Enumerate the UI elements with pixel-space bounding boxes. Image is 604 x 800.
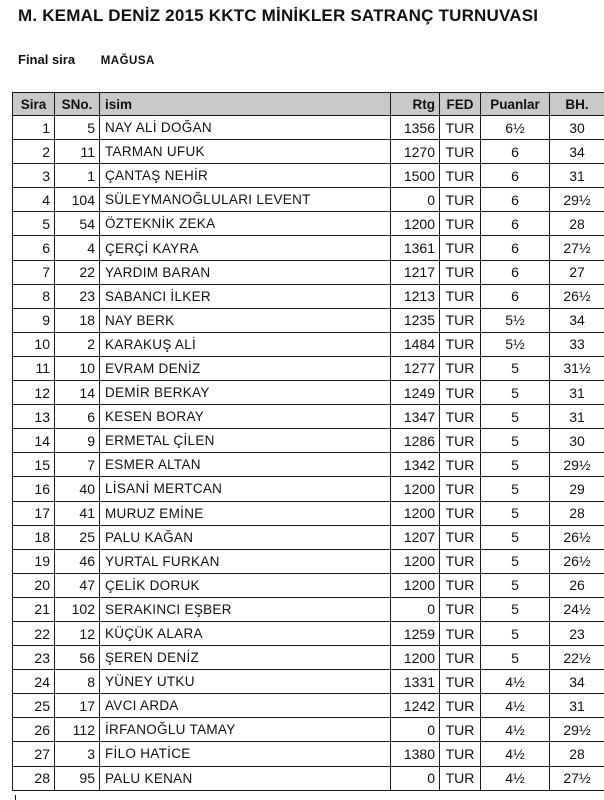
cell-federation: TUR — [440, 718, 481, 742]
cell-sira: 4 — [13, 188, 55, 212]
cell-sira: 13 — [13, 405, 55, 429]
column-header-sira[interactable]: Sira — [13, 93, 55, 116]
table-row — [13, 188, 604, 212]
cell-rating: 1286 — [391, 429, 440, 453]
cell-federation: TUR — [440, 308, 481, 332]
cell-sira: 1 — [13, 116, 55, 140]
column-header-puanlar[interactable]: Puanlar — [481, 93, 550, 116]
cell-sno: 102 — [55, 597, 100, 621]
cell-points: 5 — [481, 621, 550, 645]
cell-buchholz: 30 — [550, 116, 604, 140]
cell-sira: 16 — [13, 477, 55, 501]
cell-federation: TUR — [440, 284, 481, 308]
cell-rating: 1200 — [391, 212, 440, 236]
table-row — [13, 405, 604, 429]
cell-player-name: ERMETAL ÇİLEN — [100, 429, 391, 453]
standings-table — [12, 92, 604, 791]
table-row — [13, 429, 604, 453]
cell-sira: 3 — [13, 164, 55, 188]
table-row — [13, 646, 604, 670]
cell-federation: TUR — [440, 573, 481, 597]
cell-federation: TUR — [440, 670, 481, 694]
cell-buchholz: 34 — [550, 670, 604, 694]
cell-rating: 1277 — [391, 356, 440, 380]
cell-points: 4½ — [481, 742, 550, 766]
cell-sno: 104 — [55, 188, 100, 212]
cell-buchholz: 31½ — [550, 356, 604, 380]
cell-sno: 7 — [55, 453, 100, 477]
cell-sira: 14 — [13, 429, 55, 453]
cell-player-name: LİSANİ MERTCAN — [100, 477, 391, 501]
table-row — [13, 766, 604, 790]
cell-points: 5 — [481, 501, 550, 525]
cell-player-name: TARMAN UFUK — [100, 140, 391, 164]
cell-rating: 1200 — [391, 646, 440, 670]
cell-points: 5 — [481, 405, 550, 429]
cell-sno: 47 — [55, 573, 100, 597]
cell-rating: 1356 — [391, 116, 440, 140]
table-row — [13, 453, 604, 477]
cell-buchholz: 30 — [550, 429, 604, 453]
cell-federation: TUR — [440, 164, 481, 188]
cell-buchholz: 27½ — [550, 766, 604, 790]
table-row — [13, 621, 604, 645]
table-row — [13, 573, 604, 597]
cell-points: 4½ — [481, 670, 550, 694]
cell-buchholz: 34 — [550, 308, 604, 332]
cell-rating: 1242 — [391, 694, 440, 718]
cell-federation: TUR — [440, 694, 481, 718]
cell-player-name: EVRAM DENİZ — [100, 356, 391, 380]
cell-rating: 1249 — [391, 381, 440, 405]
cell-points: 5½ — [481, 332, 550, 356]
cell-buchholz: 29½ — [550, 453, 604, 477]
cell-player-name: KÜÇÜK ALARA — [100, 621, 391, 645]
table-row — [13, 260, 604, 284]
cell-federation: TUR — [440, 116, 481, 140]
cell-sno: 18 — [55, 308, 100, 332]
cell-points: 5 — [481, 573, 550, 597]
cell-buchholz: 29½ — [550, 188, 604, 212]
cell-sira: 9 — [13, 308, 55, 332]
cell-player-name: ŞEREN DENİZ — [100, 646, 391, 670]
cell-buchholz: 31 — [550, 164, 604, 188]
cell-sno: 23 — [55, 284, 100, 308]
cell-sira: 19 — [13, 549, 55, 573]
cell-points: 6 — [481, 164, 550, 188]
cell-player-name: PALU KENAN — [100, 766, 391, 790]
cell-federation: TUR — [440, 646, 481, 670]
subtitle-row — [18, 52, 155, 67]
cell-rating: 1200 — [391, 573, 440, 597]
table-row — [13, 116, 604, 140]
cell-player-name: SABANCI İLKER — [100, 284, 391, 308]
cell-sno: 41 — [55, 501, 100, 525]
cell-buchholz: 23 — [550, 621, 604, 645]
cell-federation: TUR — [440, 140, 481, 164]
cell-points: 4½ — [481, 694, 550, 718]
cell-rating: 1200 — [391, 549, 440, 573]
cell-federation: TUR — [440, 212, 481, 236]
table-row — [13, 332, 604, 356]
cell-sno: 5 — [55, 116, 100, 140]
table-row — [13, 501, 604, 525]
cell-sira: 6 — [13, 236, 55, 260]
cell-buchholz: 26½ — [550, 525, 604, 549]
cell-sno: 11 — [55, 140, 100, 164]
cell-buchholz: 28 — [550, 501, 604, 525]
cell-sno: 17 — [55, 694, 100, 718]
cell-sno: 6 — [55, 405, 100, 429]
cell-player-name: KARAKUŞ ALİ — [100, 332, 391, 356]
cell-rating: 1200 — [391, 501, 440, 525]
cell-points: 5 — [481, 597, 550, 621]
cell-player-name: YURTAL FURKAN — [100, 549, 391, 573]
table-row — [13, 670, 604, 694]
cell-sira: 8 — [13, 284, 55, 308]
cell-federation: TUR — [440, 356, 481, 380]
cell-points: 5 — [481, 525, 550, 549]
cell-sno: 40 — [55, 477, 100, 501]
cell-sira: 15 — [13, 453, 55, 477]
cell-player-name: FİLO HATİCE — [100, 742, 391, 766]
cell-sno: 10 — [55, 356, 100, 380]
cell-buchholz: 26 — [550, 573, 604, 597]
cell-sno: 95 — [55, 766, 100, 790]
cell-player-name: YARDIM BARAN — [100, 260, 391, 284]
cell-buchholz: 31 — [550, 405, 604, 429]
table-row — [13, 718, 604, 742]
cell-rating: 1217 — [391, 260, 440, 284]
cell-points: 5 — [481, 549, 550, 573]
cell-player-name: ÖZTEKNİK ZEKA — [100, 212, 391, 236]
cell-points: 5 — [481, 453, 550, 477]
cell-rating: 1361 — [391, 236, 440, 260]
cell-federation: TUR — [440, 549, 481, 573]
cell-sno: 112 — [55, 718, 100, 742]
cell-player-name: SÜLEYMANOĞLULARI LEVENT — [100, 188, 391, 212]
cell-rating: 1342 — [391, 453, 440, 477]
table-row — [13, 549, 604, 573]
cell-buchholz: 29 — [550, 477, 604, 501]
cell-sira: 21 — [13, 597, 55, 621]
cell-points: 5 — [481, 356, 550, 380]
cell-federation: TUR — [440, 429, 481, 453]
cell-player-name: NAY ALİ DOĞAN — [100, 116, 391, 140]
cell-buchholz: 31 — [550, 694, 604, 718]
cell-player-name: SERAKINCI EŞBER — [100, 597, 391, 621]
cell-federation: TUR — [440, 332, 481, 356]
cell-federation: TUR — [440, 260, 481, 284]
cell-federation: TUR — [440, 236, 481, 260]
cell-sira: 11 — [13, 356, 55, 380]
cell-federation: TUR — [440, 742, 481, 766]
cell-rating: 1259 — [391, 621, 440, 645]
cell-player-name: ÇELİK DORUK — [100, 573, 391, 597]
cell-points: 6 — [481, 284, 550, 308]
table-row — [13, 742, 604, 766]
table-row — [13, 597, 604, 621]
cell-sno: 46 — [55, 549, 100, 573]
cell-federation: TUR — [440, 766, 481, 790]
cell-buchholz: 28 — [550, 212, 604, 236]
cell-rating: 1331 — [391, 670, 440, 694]
table-row — [13, 356, 604, 380]
cell-sno: 12 — [55, 621, 100, 645]
cell-federation: TUR — [440, 501, 481, 525]
cell-rating: 1484 — [391, 332, 440, 356]
cell-federation: TUR — [440, 597, 481, 621]
table-row — [13, 284, 604, 308]
cell-points: 6½ — [481, 116, 550, 140]
table-row — [13, 525, 604, 549]
cell-sira: 12 — [13, 381, 55, 405]
table-row — [13, 236, 604, 260]
cell-sira: 24 — [13, 670, 55, 694]
cell-sno: 56 — [55, 646, 100, 670]
cell-sno: 14 — [55, 381, 100, 405]
cell-rating: 0 — [391, 766, 440, 790]
cell-points: 5 — [481, 477, 550, 501]
cell-rating: 1347 — [391, 405, 440, 429]
cell-player-name: ÇANTAŞ NEHİR — [100, 164, 391, 188]
cell-buchholz: 31 — [550, 381, 604, 405]
cell-points: 4½ — [481, 766, 550, 790]
cell-sno: 1 — [55, 164, 100, 188]
cell-player-name: ESMER ALTAN — [100, 453, 391, 477]
cell-rating: 1500 — [391, 164, 440, 188]
cell-buchholz: 28 — [550, 742, 604, 766]
table-row — [13, 477, 604, 501]
cell-buchholz: 24½ — [550, 597, 604, 621]
cell-sira: 18 — [13, 525, 55, 549]
cell-rating: 1207 — [391, 525, 440, 549]
cell-rating: 1200 — [391, 477, 440, 501]
cell-sno: 4 — [55, 236, 100, 260]
cell-sno: 54 — [55, 212, 100, 236]
table-row — [13, 694, 604, 718]
cell-sira: 28 — [13, 766, 55, 790]
table-row — [13, 381, 604, 405]
cell-points: 6 — [481, 188, 550, 212]
cell-federation: TUR — [440, 453, 481, 477]
city-label: MAĞUSA — [100, 55, 155, 67]
cell-federation: TUR — [440, 188, 481, 212]
cell-points: 6 — [481, 236, 550, 260]
cell-buchholz: 27½ — [550, 236, 604, 260]
cell-rating: 1380 — [391, 742, 440, 766]
cell-rating: 1235 — [391, 308, 440, 332]
cell-points: 5 — [481, 429, 550, 453]
cell-sira: 2 — [13, 140, 55, 164]
cell-points: 6 — [481, 140, 550, 164]
table-header-row — [13, 93, 604, 116]
cell-sno: 2 — [55, 332, 100, 356]
cell-sira: 26 — [13, 718, 55, 742]
cell-rating: 0 — [391, 188, 440, 212]
cell-sira: 23 — [13, 646, 55, 670]
table-row — [13, 164, 604, 188]
cell-sno: 3 — [55, 742, 100, 766]
cell-sira: 25 — [13, 694, 55, 718]
cell-federation: TUR — [440, 621, 481, 645]
cell-federation: TUR — [440, 525, 481, 549]
cell-player-name: NAY BERK — [100, 308, 391, 332]
column-header-fed[interactable]: FED — [440, 93, 481, 116]
cell-sira: 20 — [13, 573, 55, 597]
cell-points: 6 — [481, 260, 550, 284]
column-header-bh[interactable]: BH. — [550, 93, 604, 116]
cell-rating: 0 — [391, 597, 440, 621]
cell-rating: 1213 — [391, 284, 440, 308]
column-header-isim[interactable]: isim — [100, 93, 391, 116]
cell-federation: TUR — [440, 405, 481, 429]
cell-player-name: PALU KAĞAN — [100, 525, 391, 549]
table-row — [13, 212, 604, 236]
cell-points: 5½ — [481, 308, 550, 332]
cell-rating: 0 — [391, 718, 440, 742]
cell-buchholz: 26½ — [550, 284, 604, 308]
cell-buchholz: 33 — [550, 332, 604, 356]
cell-buchholz: 29½ — [550, 718, 604, 742]
cell-player-name: AVCI ARDA — [100, 694, 391, 718]
cell-sno: 9 — [55, 429, 100, 453]
column-header-rtg[interactable]: Rtg — [391, 93, 440, 116]
cell-player-name: ÇERÇİ KAYRA — [100, 236, 391, 260]
cell-sno: 22 — [55, 260, 100, 284]
table-row — [13, 308, 604, 332]
cell-points: 4½ — [481, 718, 550, 742]
cell-player-name: İRFANOĞLU TAMAY — [100, 718, 391, 742]
cell-buchholz: 22½ — [550, 646, 604, 670]
table-row — [13, 140, 604, 164]
cell-player-name: YÜNEY UTKU — [100, 670, 391, 694]
cell-federation: TUR — [440, 381, 481, 405]
cell-corner-mark — [15, 795, 16, 800]
cell-sira: 10 — [13, 332, 55, 356]
cell-buchholz: 26½ — [550, 549, 604, 573]
cell-buchholz: 27 — [550, 260, 604, 284]
cell-sira: 7 — [13, 260, 55, 284]
cell-sno: 8 — [55, 670, 100, 694]
cell-player-name: MURUZ EMİNE — [100, 501, 391, 525]
final-standings-label: Final sira — [18, 52, 76, 67]
cell-buchholz: 34 — [550, 140, 604, 164]
cell-federation: TUR — [440, 477, 481, 501]
cell-points: 5 — [481, 381, 550, 405]
column-header-sno[interactable]: SNo. — [55, 93, 100, 116]
cell-sira: 27 — [13, 742, 55, 766]
cell-player-name: DEMİR BERKAY — [100, 381, 391, 405]
page-title: M. KEMAL DENİZ 2015 KKTC MİNİKLER SATRANÇ TURNUVASI — [18, 6, 539, 25]
cell-points: 5 — [481, 646, 550, 670]
cell-sira: 22 — [13, 621, 55, 645]
cell-points: 6 — [481, 212, 550, 236]
cell-rating: 1270 — [391, 140, 440, 164]
cell-sno: 25 — [55, 525, 100, 549]
cell-player-name: KESEN BORAY — [100, 405, 391, 429]
cell-sira: 5 — [13, 212, 55, 236]
cell-sira: 17 — [13, 501, 55, 525]
